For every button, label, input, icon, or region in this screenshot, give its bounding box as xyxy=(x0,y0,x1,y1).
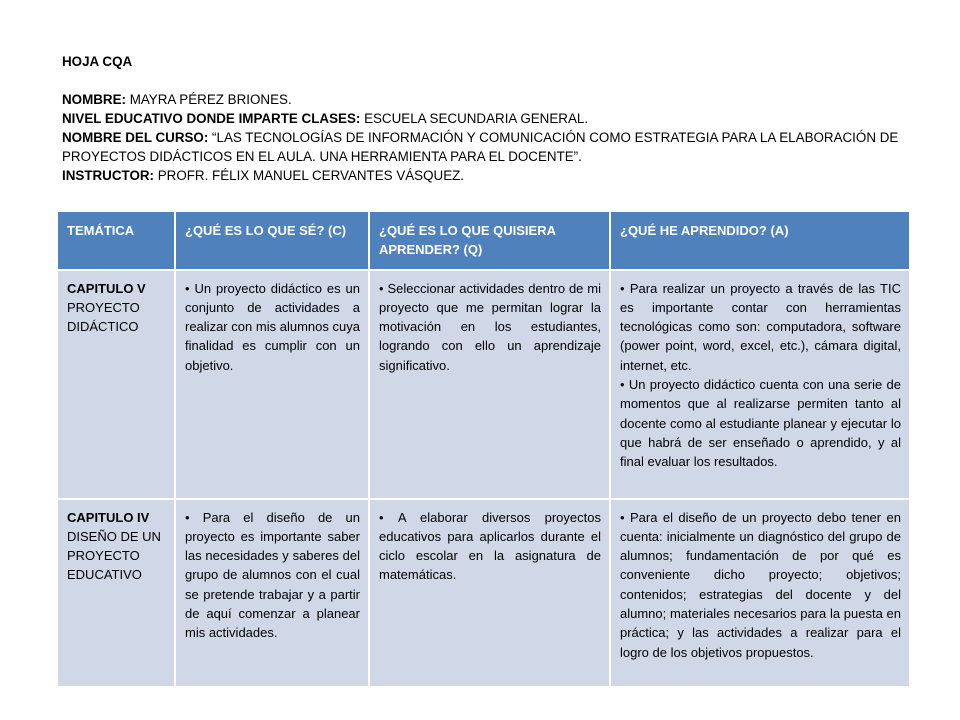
bullet-item: • Seleccionar actividades dentro de mi proyecto que me permitan lograr la motivación en los estudiantes, logrando con ello un aprendizaje significativo. xyxy=(379,279,601,375)
instructor-line xyxy=(62,166,907,185)
header-que-se: ¿QUÉ ES LO QUE SÉ? (C) xyxy=(175,211,369,270)
topic-title: CAPITULO V xyxy=(67,280,146,296)
learned-cell xyxy=(610,499,910,687)
course-line xyxy=(62,128,907,166)
level-line xyxy=(62,109,907,128)
header-spacer xyxy=(62,71,907,90)
bullet-item: • Para realizar un proyecto a través de las TIC es importante contar con herramientas tecnológicas como son: computadora, software (power point, word, excel, etc.), cámara digital, internet, etc. xyxy=(620,279,901,375)
header-que-he-aprendido: ¿QUÉ HE APRENDIDO? (A) xyxy=(610,211,910,270)
header-tematica: TEMÁTICA xyxy=(57,211,175,270)
course-label: NOMBRE DEL CURSO: xyxy=(62,130,209,145)
level-label: NIVEL EDUCATIVO DONDE IMPARTE CLASES: xyxy=(62,111,361,126)
bullet-item: • A elaborar diversos proyectos educativos para aplicarlos durante el ciclo escolar en la asignatura de matemáticas. xyxy=(379,508,601,585)
topic-cell xyxy=(57,499,175,687)
bullet-item: • Para el diseño de un proyecto debo tener en cuenta: inicialmente un diagnóstico del grupo de alumnos; fundamentación de por qué es conveniente dicho proyecto; objetivos; contenidos; estrategias del docente y del alumno; materiales necesarios para la puesta en práctica; y las actividades a realizar para el logro de los objetivos propuestos. xyxy=(620,508,901,662)
know-cell xyxy=(175,270,369,499)
topic-title: CAPITULO IV xyxy=(67,509,150,525)
name-label: NOMBRE: xyxy=(62,92,126,107)
level-value: ESCUELA SECUNDARIA GENERAL. xyxy=(360,111,589,126)
topic-name: DISEÑO DE UN PROYECTO EDUCATIVO xyxy=(67,528,161,583)
document-header xyxy=(62,52,907,185)
topic-name: PROYECTO DIDÁCTICO xyxy=(67,299,140,335)
table-row xyxy=(57,270,910,499)
learned-cell xyxy=(610,270,910,499)
name-value: MAYRA PÉREZ BRIONES. xyxy=(125,92,292,107)
bullet-item: • Un proyecto didáctico cuenta con una serie de momentos que al realizarse permiten tanto al docente como al estudiante planear y ejecutar lo que habrá de ser enseñado o aprendido, y al final evaluar los resultados. xyxy=(620,375,901,471)
bullet-item: • Para el diseño de un proyecto es importante saber las necesidades y saberes del grupo de alumnos con el cual se pretende trabajar y a partir de aquí comenzar a planear mis actividades. xyxy=(185,508,360,643)
table-header-row xyxy=(57,211,910,270)
instructor-value: PROFR. FÉLIX MANUEL CERVANTES VÁSQUEZ. xyxy=(154,168,465,183)
table-row xyxy=(57,499,910,687)
topic-cell xyxy=(57,270,175,499)
sheet-title: HOJA CQA xyxy=(62,54,133,69)
know-cell xyxy=(175,499,369,687)
cqa-table xyxy=(56,210,911,688)
name-line xyxy=(62,90,907,109)
want-cell xyxy=(369,270,610,499)
bullet-item: • Un proyecto didáctico es un conjunto de actividades a realizar con mis alumnos cuya finalidad es cumplir con un objetivo. xyxy=(185,279,360,375)
want-cell xyxy=(369,499,610,687)
course-value: “LAS TECNOLOGÍAS DE INFORMACIÓN Y COMUNICACIÓN COMO ESTRATEGIA PARA LA ELABORACIÓN DE PROYECTOS DIDÁCTICOS EN EL AULA. UNA HERRAMIENTA PARA EL DOCENTE”. xyxy=(62,130,899,164)
header-que-quisiera-aprender: ¿QUÉ ES LO QUE QUISIERA APRENDER? (Q) xyxy=(369,211,610,270)
instructor-label: INSTRUCTOR: xyxy=(62,168,154,183)
